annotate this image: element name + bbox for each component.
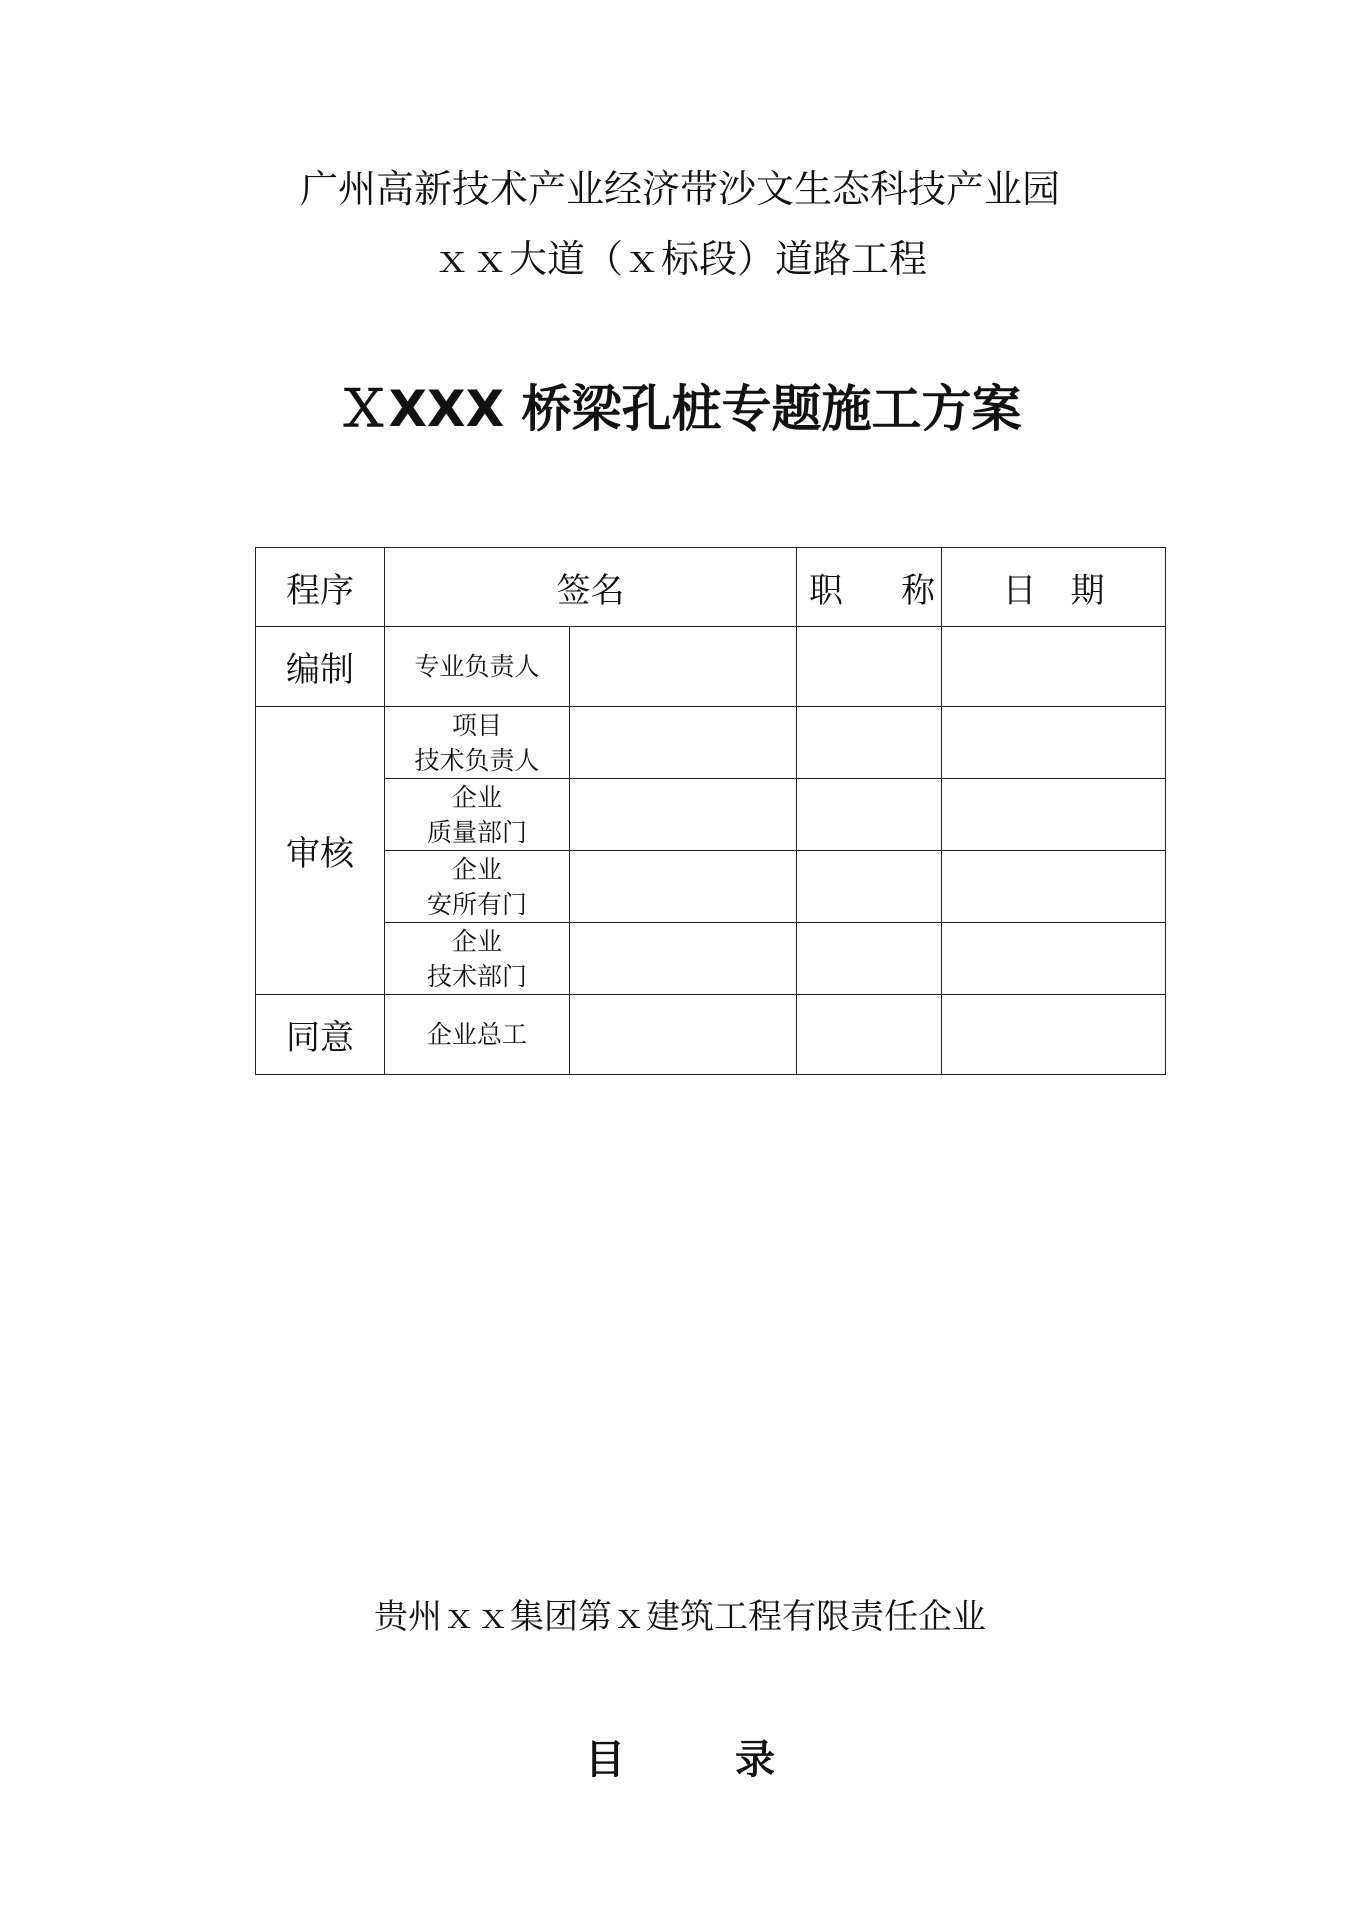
table-row bbox=[256, 995, 1166, 1075]
company-name: 贵州ｘｘ集团第ｘ建筑工程有限责任企业 bbox=[374, 1597, 986, 1637]
signature-cell bbox=[570, 851, 797, 923]
toc-heading-char1: 目 bbox=[585, 1736, 625, 1783]
job-title-cell bbox=[797, 707, 942, 779]
role-cell bbox=[385, 923, 570, 995]
table-row bbox=[256, 851, 1166, 923]
toc-heading-char2: 录 bbox=[735, 1736, 775, 1783]
table-header-row bbox=[256, 548, 1166, 627]
date-cell bbox=[942, 627, 1166, 707]
role-line: 企业 bbox=[451, 854, 502, 884]
job-title-cell bbox=[797, 923, 942, 995]
job-title-cell bbox=[797, 995, 942, 1075]
header-job-title-char2: 称 bbox=[901, 570, 935, 611]
project-title-line1: 广州高新技术产业经济带沙文生态科技产业园 bbox=[299, 167, 1060, 211]
job-title-cell bbox=[797, 779, 942, 851]
job-title-cell bbox=[797, 851, 942, 923]
date-cell bbox=[942, 707, 1166, 779]
signature-cell bbox=[570, 707, 797, 779]
table-of-contents-heading bbox=[0, 1736, 1360, 1783]
table-row bbox=[256, 779, 1166, 851]
header-job-title bbox=[797, 548, 942, 627]
table-row bbox=[256, 627, 1166, 707]
header-procedure: 程序 bbox=[256, 548, 385, 627]
date-cell bbox=[942, 779, 1166, 851]
stage-edit: 编制 bbox=[256, 627, 385, 707]
table-row bbox=[256, 707, 1166, 779]
table-row bbox=[256, 923, 1166, 995]
signature-cell bbox=[570, 995, 797, 1075]
role-line: 质量部门 bbox=[426, 817, 527, 847]
stage-review: 审核 bbox=[256, 707, 385, 995]
role-line: 技术部门 bbox=[426, 961, 527, 991]
stage-agree: 同意 bbox=[256, 995, 385, 1075]
role-cell bbox=[385, 779, 570, 851]
header-signature: 签名 bbox=[385, 548, 797, 627]
role-cell bbox=[385, 851, 570, 923]
role-cell: 企业总工 bbox=[385, 995, 570, 1075]
header-date: 日 期 bbox=[942, 548, 1166, 627]
document-main-title: ＸXXX 桥梁孔桩专题施工方案 bbox=[338, 380, 1022, 438]
date-cell bbox=[942, 995, 1166, 1075]
role-line: 安所有门 bbox=[426, 889, 527, 919]
job-title-cell bbox=[797, 627, 942, 707]
role-line: 项目 bbox=[451, 710, 502, 740]
signature-cell bbox=[570, 779, 797, 851]
signature-cell bbox=[570, 627, 797, 707]
signoff-table bbox=[255, 547, 1166, 1075]
signature-cell bbox=[570, 923, 797, 995]
project-title-line2: ｘｘ大道（ｘ标段）道路工程 bbox=[432, 237, 927, 281]
role-line: 企业 bbox=[451, 782, 502, 812]
role-cell: 专业负责人 bbox=[385, 627, 570, 707]
role-cell bbox=[385, 707, 570, 779]
role-line: 技术负责人 bbox=[414, 745, 540, 775]
header-job-title-char1: 职 bbox=[809, 570, 843, 611]
date-cell bbox=[942, 851, 1166, 923]
role-line: 企业 bbox=[451, 926, 502, 956]
date-cell bbox=[942, 923, 1166, 995]
